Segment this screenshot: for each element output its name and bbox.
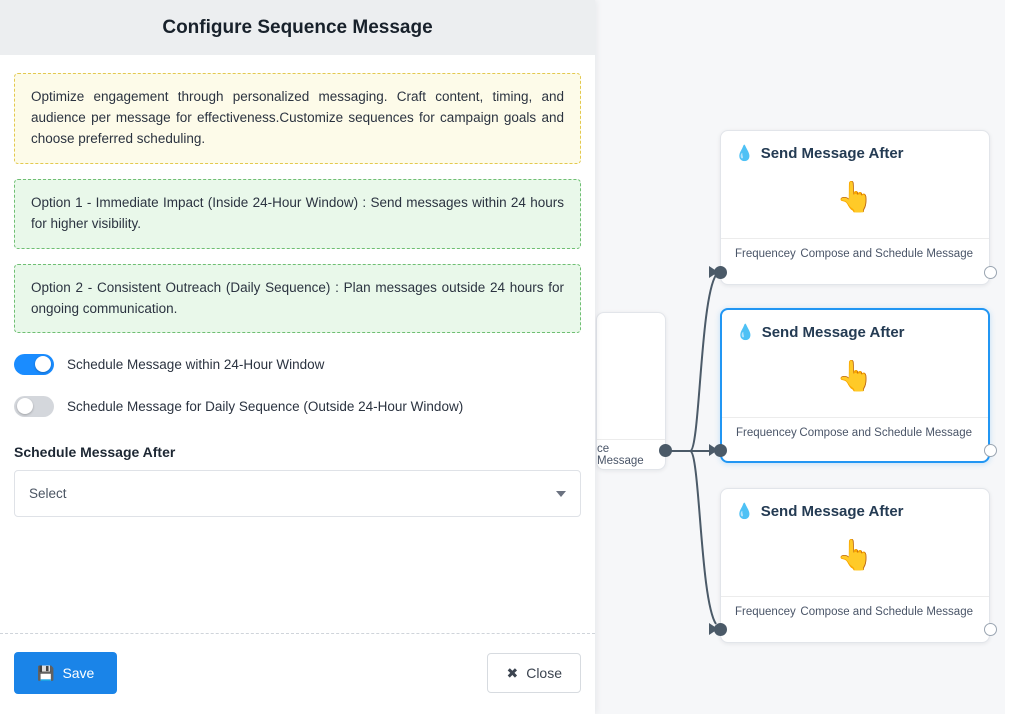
chevron-down-icon [556,491,566,497]
flow-node-1-body [721,162,989,238]
schedule-message-after-select[interactable] [14,470,581,517]
toggle-row-within-24h [14,348,581,380]
flow-node-2-header [722,310,988,341]
close-button[interactable] [487,653,581,693]
panel-header [0,0,595,55]
flow-node-2-output-port[interactable] [984,444,997,457]
water-drop-icon: 💧 [736,324,755,341]
pointing-hand-icon: 👆 [836,539,874,572]
flow-node-1[interactable] [720,130,990,285]
flow-node-2-footer [722,417,988,447]
flow-node-2[interactable] [720,308,990,463]
flow-node-3-footer [721,596,989,626]
flow-node-3-arrow-icon [709,623,718,635]
water-drop-icon: 💧 [735,145,754,162]
flow-node-3-frequency-label[interactable]: Frequencey [735,605,796,618]
panel-body [0,55,595,633]
toggle-daily-sequence-label: Schedule Message for Daily Sequence (Outside 24-Hour Window) [67,398,464,414]
schedule-message-after-label: Schedule Message After [14,444,176,461]
flow-node-3-title: Send Message After [760,503,904,520]
close-circle-icon: ✖ [506,665,519,681]
water-drop-icon: 💧 [735,503,754,520]
flow-node-2-compose-label[interactable]: Compose and Schedule Message [799,426,972,439]
flow-node-1-output-port[interactable] [984,266,997,279]
pointing-hand-icon: 👆 [836,360,874,393]
info-callout: Optimize engagement through personalized messaging. Craft content, timing, and audience per message for effectiveness.Customize sequences for campaign goals and choose preferred scheduling. [14,73,581,164]
panel-footer [0,633,595,714]
flow-node-1-frequency-label[interactable]: Frequencey [735,247,796,260]
flow-node-1-arrow-icon [709,266,718,278]
flow-node-3[interactable] [720,488,990,643]
flow-node-3-compose-label[interactable]: Compose and Schedule Message [800,605,973,618]
flow-node-2-title: Send Message After [761,324,905,341]
flow-node-3-header [721,489,989,520]
flow-node-3-body [721,520,989,596]
canvas-right-edge [1005,0,1013,714]
flow-node-1-footer [721,238,989,268]
pointing-hand-icon: 👆 [836,181,874,214]
floppy-disk-icon: 💾 [37,665,55,681]
toggle-daily-sequence[interactable] [14,396,54,417]
toggle-knob [35,356,51,372]
toggle-within-24h[interactable] [14,354,54,375]
save-button[interactable] [14,652,117,694]
flow-node-3-output-port[interactable] [984,623,997,636]
flow-node-1-header [721,131,989,162]
schedule-message-after-value: Select [29,486,67,502]
toggle-row-daily-sequence [14,390,581,422]
flow-node-2-body [722,341,988,417]
source-node-output-port[interactable] [659,444,672,457]
source-node-footer-label: ce Message [597,439,665,469]
flow-node-2-frequency-label[interactable]: Frequencey [736,426,797,439]
toggle-within-24h-label: Schedule Message within 24-Hour Window [67,356,325,372]
flow-node-1-compose-label[interactable]: Compose and Schedule Message [800,247,973,260]
page-title: Configure Sequence Message [162,16,433,38]
option-1-callout: Option 1 - Immediate Impact (Inside 24-Hour Window) : Send messages within 24 hours for higher visibility. [14,179,581,249]
close-button-label: Close [526,665,562,681]
option-2-callout: Option 2 - Consistent Outreach (Daily Sequence) : Plan messages outside 24 hours for ongoing communication. [14,264,581,334]
flow-node-2-arrow-icon [709,444,718,456]
toggle-knob [17,398,33,414]
source-node[interactable] [596,312,666,470]
flow-node-1-title: Send Message After [760,145,904,162]
save-button-label: Save [62,665,95,681]
